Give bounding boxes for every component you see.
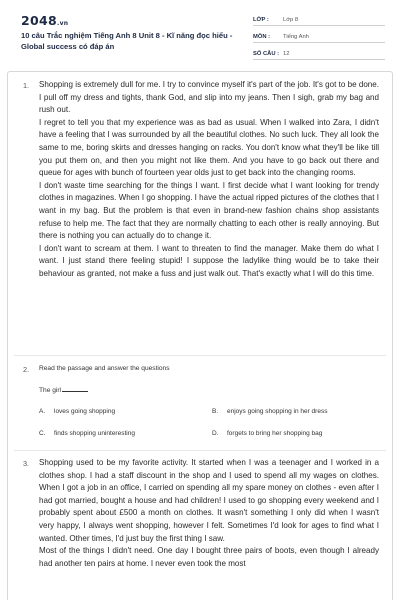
option-d[interactable] bbox=[212, 430, 322, 437]
passage-paragraph: I regret to tell you that my experience was as bad as usual. When I walked into Zara, I didn't have a feeling that I was surrounded by all the beautiful clothes. No such luck. They all look the same to me, boring skirts and dresses hanging on racks. You don't know what they'll be like till you put them on, and then you might not like them. And you have to go back out there and queue for ages with bunch of fourteen year olds just to get back into the changing rooms. bbox=[39, 117, 379, 178]
question-stem bbox=[39, 386, 88, 394]
answer-blank bbox=[62, 386, 88, 392]
reading-passage bbox=[39, 79, 379, 281]
question-number: 2. bbox=[23, 365, 30, 374]
site-logo[interactable] bbox=[21, 13, 68, 28]
meta-value: Tiếng Anh bbox=[283, 33, 309, 40]
passage-paragraph: I don't waste time searching for the things I want. I first decide what I want looking for trendy clothes in magazines. When I go shopping. I have the actual ripped pictures of the clothes that I want in my bag. But the problem is that even in brand-new fashion chains shop assistants refuse to help me. The fact that they are normally chatting to each other is really annoying. But there is nothing you can actually do to change it. bbox=[39, 180, 379, 241]
option-text: finds shopping uninteresting bbox=[54, 430, 135, 437]
option-letter: C. bbox=[39, 430, 46, 437]
option-letter: A. bbox=[39, 408, 46, 415]
meta-row-subject bbox=[253, 31, 385, 43]
meta-key: LỚP : bbox=[253, 16, 269, 23]
question-divider bbox=[14, 450, 386, 451]
document-meta bbox=[253, 14, 385, 65]
option-c[interactable] bbox=[39, 430, 135, 437]
meta-row-question-count bbox=[253, 48, 385, 60]
logo-main: 2048 bbox=[21, 13, 57, 28]
meta-value: Lớp 8 bbox=[283, 16, 299, 23]
question-number: 3. bbox=[23, 459, 30, 468]
meta-row-class bbox=[253, 14, 385, 26]
option-text: loves going shopping bbox=[54, 408, 116, 415]
question-number: 1. bbox=[23, 81, 30, 90]
page-header bbox=[0, 0, 400, 64]
option-b[interactable] bbox=[212, 408, 327, 415]
passage-paragraph: Most of the things I didn't need. One day I bought three pairs of boots, even though I already had another ten pairs at home. I never even took the most bbox=[39, 546, 379, 568]
option-text: enjoys going shopping in her dress bbox=[227, 408, 328, 415]
passage-paragraph: Shopping is extremely dull for me. I try to convince myself it's part of the job. It's got to be done. I pull off my dress and tights, thank God, and slip into my jeans. Then I sigh, grab my bag and rush out. bbox=[39, 80, 379, 115]
logo-suffix: .vn bbox=[57, 20, 69, 27]
reading-passage bbox=[39, 457, 379, 570]
meta-key: MÔN : bbox=[253, 33, 271, 40]
document-title: 10 câu Trắc nghiệm Tiếng Anh 8 Unit 8 - Kĩ năng đọc hiểu - Global success có đáp án bbox=[21, 31, 233, 51]
question-stem-text: The girl bbox=[39, 387, 61, 394]
passage-paragraph: Shopping used to be my favorite activity. It started when I was a teenager and I worked in a clothes shop. I had a staff discount in the shop and I used to spend all my wages on clothes. When I got a job in an office, I carried on spending all my spare money on clothes - even after I had got married, bought a house and had children! I used to go shopping every weekend and I probably spent about £500 a month on clothes. It wasn't something I only did when I wasn't very happy, I always went shopping, however I felt. Sometimes I'd look for ages to find what I wanted. Other times, I'd just buy the first thing I saw. bbox=[39, 458, 379, 543]
question-instruction: Read the passage and answer the questions bbox=[39, 365, 170, 372]
passage-paragraph: I don't want to scream at them. I want to threaten to find the manager. Make them do what I want. I just stand there feeling stupid! I suppose the ladylike thing would be to take their behaviour as granted, not make a fuss and just walk out. That's exactly what I will do this time. bbox=[39, 243, 379, 278]
option-letter: D. bbox=[212, 430, 219, 437]
meta-value: 12 bbox=[283, 50, 290, 57]
option-text: forgets to bring her shopping bag bbox=[227, 430, 323, 437]
option-letter: B. bbox=[212, 408, 219, 415]
meta-key: SỐ CÂU : bbox=[253, 50, 280, 57]
question-divider bbox=[14, 355, 386, 356]
option-a[interactable] bbox=[39, 408, 115, 415]
